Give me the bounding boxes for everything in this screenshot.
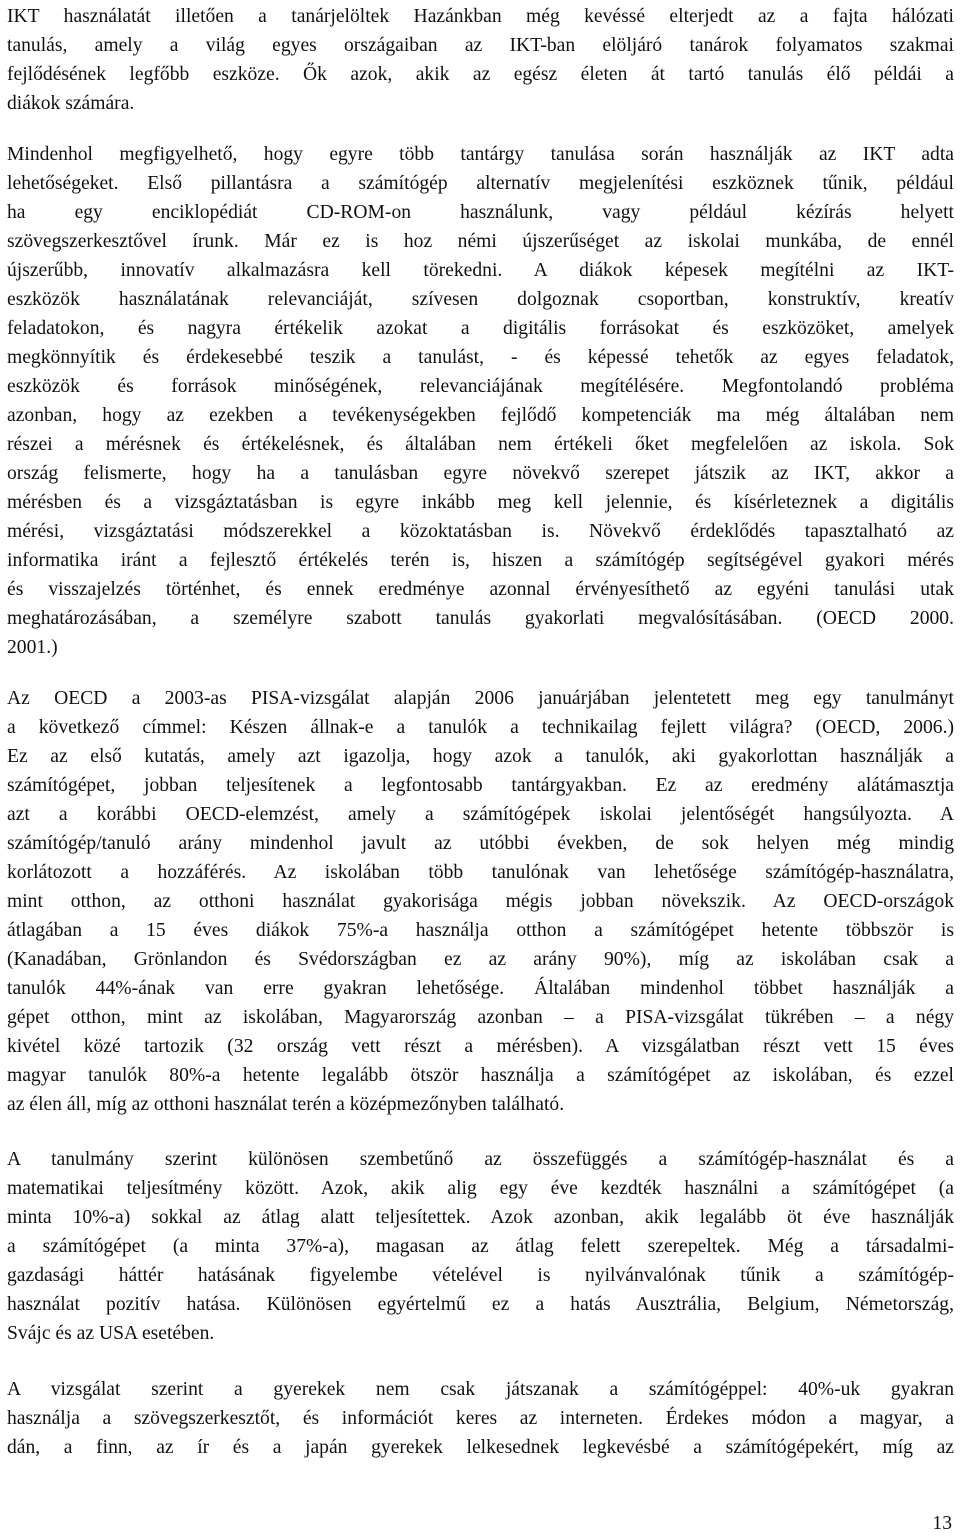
text-line: A vizsgálat szerint a gyerekek nem csak játszanak a számítógéppel: 40%-uk gyakran <box>7 1379 954 1400</box>
text-line: Ez az első kutatás, amely azt igazolja, hogy azok a tanulók, aki gyakorlottan használják a <box>7 746 954 767</box>
text-line: kivétel közé tartozik (32 ország vett részt a mérésben). A vizsgálatban részt vett 15 éves <box>7 1036 954 1057</box>
text-line: Az OECD a 2003-as PISA-vizsgálat alapján 2006 januárjában jelentetett meg egy tanulmányt <box>7 688 954 709</box>
text-line: mint otthon, az otthoni használat gyakorisága mégis jobban növekszik. Az OECD-országok <box>7 891 954 912</box>
text-line: magyar tanulók 80%-a hetente legalább ötször használja a számítógépet az iskolában, és ezzel <box>7 1065 954 1086</box>
text-line: azonban, hogy az ezekben a tevékenységekben fejlődő kompetenciák ma még általában nem <box>7 405 954 426</box>
text-line: mérésben és a vizsgáztatásban is egyre inkább meg kell jelennie, és kísérleteznek a digitális <box>7 492 954 513</box>
text-line: és visszajelzés történhet, és ennek eredménye azonnal érvényesíthető az egyéni tanulási utak <box>7 579 954 600</box>
text-line: meghatározásában, a személyre szabott tanulás gyakorlati megvalósításában. (OECD 2000. <box>7 608 954 629</box>
text-line: eszközök és források minőségének, relevanciájának megítélésére. Megfontolandó probléma <box>7 376 954 397</box>
text-line: Svájc és az USA esetében. <box>7 1323 215 1344</box>
text-line: 2001.) <box>7 637 58 658</box>
text-line: IKT használatát illetően a tanárjelöltek Hazánkban még kevéssé elterjedt az a fajta hálózati <box>7 6 954 27</box>
text-line: korlátozott a hozzáférés. Az iskolában több tanulónak van lehetősége számítógép-használatra, <box>7 862 954 883</box>
text-line: dán, a finn, az ír és a japán gyerekek lelkesednek legkevésbé a számítógépekért, míg az <box>7 1437 954 1458</box>
text-line: használja a szövegszerkesztőt, és információt keres az interneten. Érdekes módon a magyar, a <box>7 1408 954 1429</box>
text-line: lehetőségeket. Első pillantásra a számítógép alternatív megjelenítési eszköznek tűnik, például <box>7 173 954 194</box>
text-line: átlagában a 15 éves diákok 75%-a használja otthon a számítógépet hetente többször is <box>7 920 954 941</box>
text-line: a következő címmel: Készen állnak-e a tanulók a technikailag fejlett világra? (OECD, 2006.) <box>7 717 954 738</box>
text-line: az élen áll, míg az otthoni használat terén a középmezőnyben található. <box>7 1094 565 1115</box>
text-line: minta 10%-a) sokkal az átlag alatt teljesítettek. Azok azonban, akik legalább öt éve használják <box>7 1207 954 1228</box>
text-line: Mindenhol megfigyelhető, hogy egyre több tantárgy tanulása során használják az IKT adta <box>7 144 954 165</box>
text-line: feladatokon, és nagyra értékelik azokat a digitális forrásokat és eszközöket, amelyek <box>7 318 954 339</box>
text-line: eszközök használatának relevanciáját, szívesen dolgoznak csoportban, konstruktív, kreatív <box>7 289 954 310</box>
text-line: újszerűbb, innovatív alkalmazásra kell törekedni. A diákok képesek megítélni az IKT- <box>7 260 954 281</box>
text-line: megkönnyítik és érdekesebbé teszik a tanulást, - és képessé tehetők az egyes feladatok, <box>7 347 954 368</box>
text-line: fejlődésének legfőbb eszköze. Ők azok, akik az egész életen át tartó tanulás élő példái a <box>7 64 954 85</box>
text-line: számítógépet, jobban teljesítenek a legfontosabb tantárgyakban. Ez az eredmény alátámasztja <box>7 775 954 796</box>
text-line: tanulás, amely a világ egyes országaiban az IKT-ban elöljáró tanárok folyamatos szakmai <box>7 35 954 56</box>
text-line: matematikai teljesítmény között. Azok, akik alig egy éve kezdték használni a számítógépet (a <box>7 1178 954 1199</box>
text-line: ha egy enciklopédiát CD-ROM-on használunk, vagy például kézírás helyett <box>7 202 954 223</box>
text-line: szövegszerkesztővel írunk. Már ez is hoz némi újszerűséget az iskolai munkába, de ennél <box>7 231 954 252</box>
text-line: használat pozitív hatása. Különösen egyértelmű ez a hatás Ausztrália, Belgium, Németország, <box>7 1294 954 1315</box>
text-line: A tanulmány szerint különösen szembetűnő az összefüggés a számítógép-használat és a <box>7 1149 954 1170</box>
page-number: 13 <box>932 1513 952 1534</box>
text-line: gazdasági háttér hatásának figyelembe vételével is nyilvánvalónak tűnik a számítógép- <box>7 1265 954 1286</box>
text-line: mérési, vizsgáztatási módszerekkel a közoktatásban is. Növekvő érdeklődés tapasztalható az <box>7 521 954 542</box>
text-line: a számítógépet (a minta 37%-a), magasan az átlag felett szerepeltek. Még a társadalmi- <box>7 1236 954 1257</box>
text-line: részei a mérésnek és értékelésnek, és általában nem értékeli őket megfelelően az iskola. Sok <box>7 434 954 455</box>
text-line: tanulók 44%-ának van erre gyakran lehetősége. Általában mindenhol többet használják a <box>7 978 954 999</box>
text-line: diákok számára. <box>7 93 135 114</box>
text-line: (Kanadában, Grönlandon és Svédországban ez az arány 90%), míg az iskolában csak a <box>7 949 954 970</box>
text-line: informatika iránt a fejlesztő értékelés terén is, hiszen a számítógép segítségével gyakori mérés <box>7 550 954 571</box>
text-line: számítógép/tanuló arány mindenhol javult az utóbbi években, de sok helyen még mindig <box>7 833 954 854</box>
text-line: azt a korábbi OECD-elemzést, amely a számítógépek iskolai jelentőségét hangsúlyozta. A <box>7 804 954 825</box>
text-line: gépet otthon, mint az iskolában, Magyarország azonban – a PISA-vizsgálat tükrében – a négy <box>7 1007 954 1028</box>
text-line: ország felismerte, hogy ha a tanulásban egyre növekvő szerepet játszik az IKT, akkor a <box>7 463 954 484</box>
